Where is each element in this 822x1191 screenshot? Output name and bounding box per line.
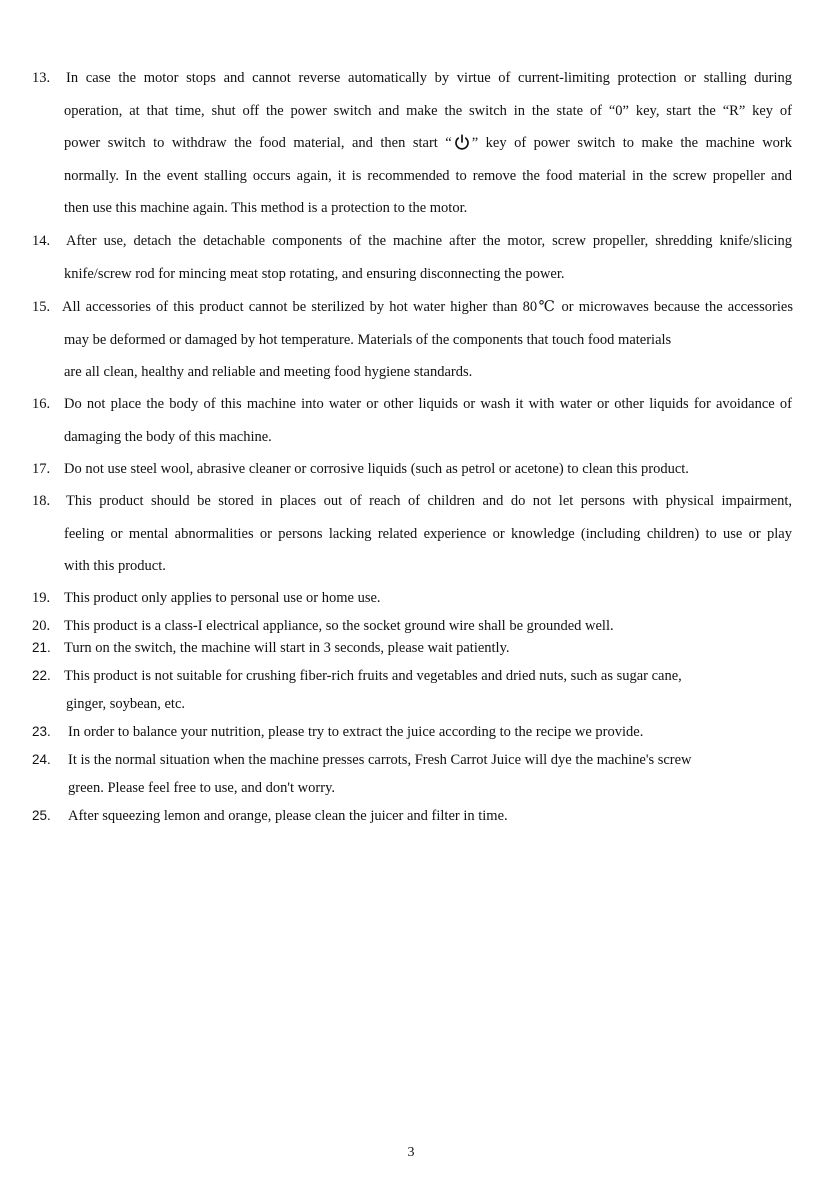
item-number: 23. [32,724,51,739]
item-line: It is the normal situation when the machine presses carrots, Fresh Carrot Juice will dye the machine's screw [68,752,692,768]
item-line: Turn on the switch, the machine will start in 3 seconds, please wait patiently. [64,640,510,656]
item-text [64,388,792,453]
item-text [64,660,792,716]
item-line: All accessories of this product cannot be sterilized by hot water higher than 80℃ or microwaves because the accessories [62,299,793,315]
item-line: knife/screw rod for mincing meat stop rotating, and ensuring disconnecting the power. [64,265,565,282]
item-text [64,225,792,290]
item-line: normally. In the event stalling occurs again, it is recommended to remove the food material in the screw propeller and [64,167,792,184]
item-line: may be deformed or damaged by hot temperature. Materials of the components that touch food materials [64,331,672,348]
item-line: then use this machine again. This method is a protection to the motor. [64,200,468,216]
item-number: 25. [32,808,51,823]
item-number: 18. [32,493,51,509]
item-number: 20. [32,618,51,634]
item-line: This product should be stored in places out of reach of children and do not let persons with physical impairment, [66,493,792,509]
item-line: green. Please feel free to use, and don't worry. [68,780,335,796]
item-number: 24. [32,752,51,767]
item-text [68,800,796,833]
item-line: After use, detach the detachable components of the machine after the motor, screw propeller, shredding knife/slicing [66,233,792,249]
item-line: Do not place the body of this machine into water or other liquids or wash it with water or other liquids for avoidance of [64,396,792,412]
item-line: In order to balance your nutrition, please try to extract the juice according to the recipe we provide. [68,724,644,740]
item-line: power switch to withdraw the food material, and then start “ ” key of power switch to make the machine work [64,135,792,151]
item-number: 21. [32,640,51,655]
item-line: This product is not suitable for crushing fiber-rich fruits and vegetables and dried nuts, such as sugar cane, [64,668,682,684]
item-line: After squeezing lemon and orange, please clean the juicer and filter in time. [68,808,508,824]
item-number: 15. [32,299,51,315]
item-line: This product only applies to personal use or home use. [64,590,381,606]
item-number: 14. [32,233,51,249]
page-number: 3 [407,1145,415,1160]
item-text [64,62,792,225]
item-number: 16. [32,396,51,412]
item-line: with this product. [64,558,166,574]
item-line: ginger, soybean, etc. [66,696,186,712]
item-line: In case the motor stops and cannot reverse automatically by virtue of current-limiting protection or stalling during [66,70,792,86]
item-number: 17. [32,461,51,477]
item-text [64,453,792,486]
item-text [64,485,792,583]
item-text [68,744,796,800]
item-line: are all clean, healthy and reliable and meeting food hygiene standards. [64,364,473,380]
item-number: 22. [32,668,51,683]
power-icon [454,134,470,150]
item-line: feeling or mental abnormalities or persons lacking related experience or knowledge (including children) to use or play [64,525,792,542]
item-line: This product is a class-I electrical appliance, so the socket ground wire shall be grounded well. [64,618,614,634]
item-text [62,291,793,389]
item-line: damaging the body of this machine. [64,428,272,445]
item-number: 19. [32,590,51,606]
item-line: Do not use steel wool, abrasive cleaner or corrosive liquids (such as petrol or acetone) to clean this product. [64,461,689,477]
item-number: 13. [32,70,51,86]
item-line: operation, at that time, shut off the power switch and make the switch in the state of “0” key, start the “R” key of [64,102,792,119]
